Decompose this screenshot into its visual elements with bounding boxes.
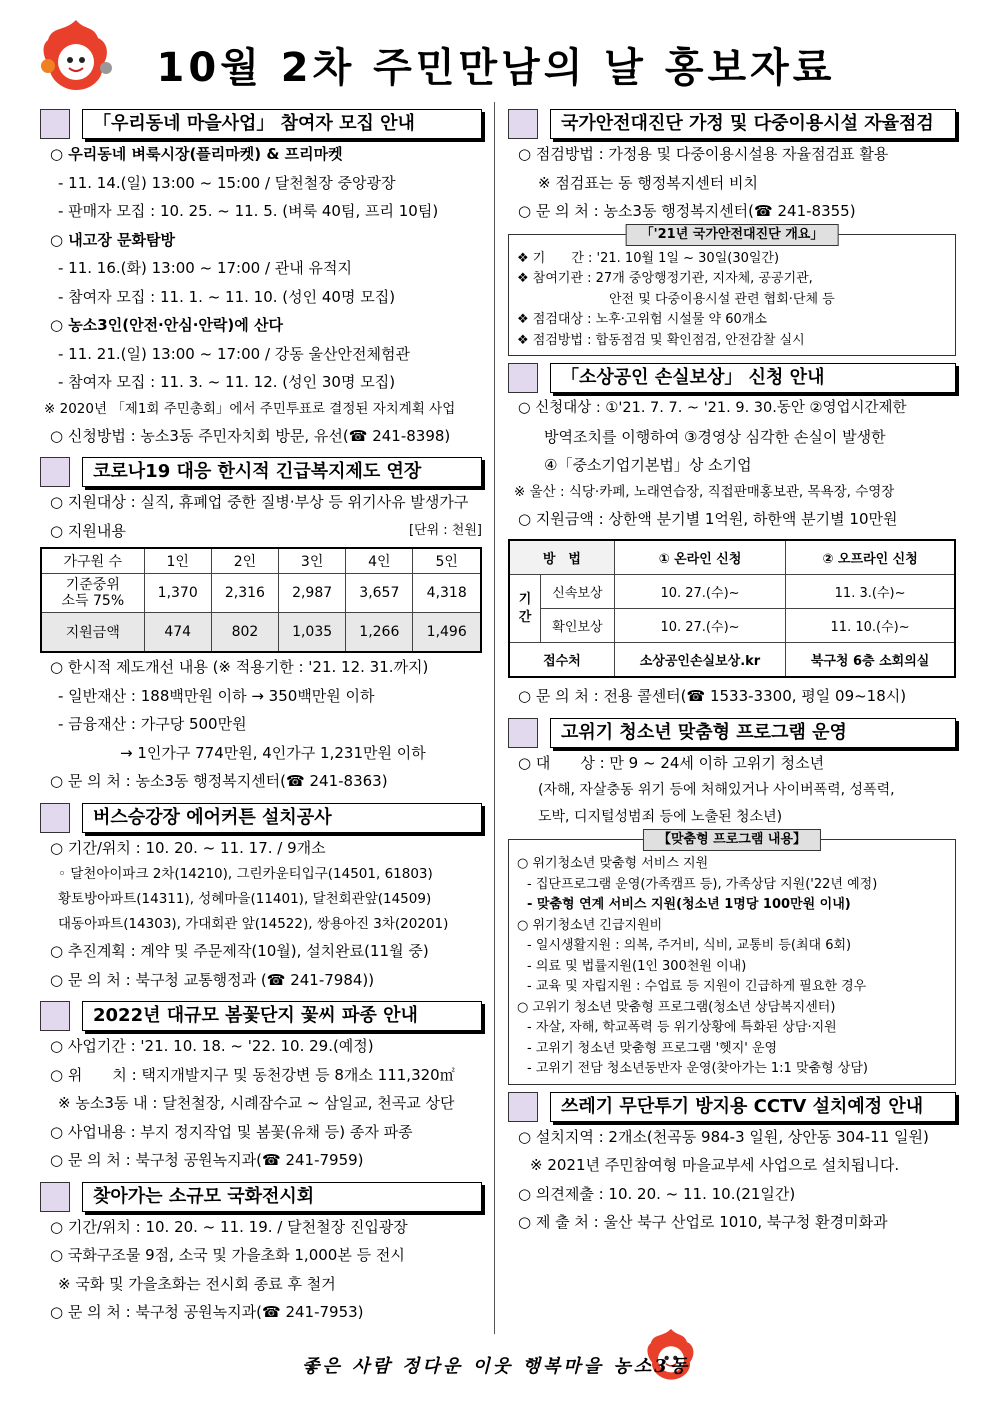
table-cell: 2,316	[211, 574, 278, 613]
table-header: 4인	[346, 548, 413, 574]
text-line: ◦ 달천아이파크 2차(14210), 그린카운티입구(14501, 61803)	[58, 866, 433, 882]
unit-label: [단위 : 천원]	[408, 522, 482, 538]
section-header	[40, 108, 482, 140]
text-line: 도박, 디지털성범죄 등에 노출된 청소년)	[538, 809, 783, 825]
note-line: ※ 울산 : 식당·카페, 노래연습장, 직접판매홍보관, 목욕장, 수영장	[514, 483, 895, 500]
note-line: ※ 2020년 「제1회 주민총회」에서 주민투표로 결정된 자치계획 사업	[44, 400, 456, 417]
text-line: ④「중소기업기본법」상 소기업	[544, 456, 752, 474]
table-cell: 3,657	[346, 574, 413, 613]
text-line: ○ 위 치 : 택지개발지구 및 동천강변 등 8개소 111,320㎡	[50, 1065, 455, 1084]
page-title: 10월 2차 주민만남의 날 홍보자료	[156, 45, 836, 91]
table-cell: 신속보상	[541, 575, 615, 609]
section-marker	[40, 109, 70, 139]
right-column	[508, 102, 956, 1237]
left-column	[40, 102, 482, 1327]
column-divider	[494, 102, 495, 1334]
table-cell: 802	[211, 613, 278, 653]
text-line: ○ 설치지역 : 2개소(천곡동 984-3 일원, 상안동 304-11 일원)	[518, 1127, 929, 1146]
text-line: ○ 지원금액 : 상한액 분기별 1억원, 하한액 분기별 10만원	[518, 509, 898, 528]
table-header: 1인	[144, 548, 211, 574]
text-line: ○ 추진계획 : 계약 및 주문제작(10월), 설치완료(11월 중)	[50, 942, 429, 960]
table-cell: 1,266	[346, 613, 413, 653]
box-row: 안전 및 다중이용시설 관련 협회·단체 등	[609, 291, 835, 307]
box-row: - 의료 및 법률지원(1인 300천원 이내)	[527, 958, 747, 974]
text-line: ○ 의견제출 : 10. 20. ~ 11. 10.(21일간)	[518, 1184, 796, 1203]
section-header	[508, 1091, 956, 1123]
section-title: 「우리동네 마을사업」 참여자 모집 안내	[82, 109, 482, 139]
box-row: - 집단프로그램 운영(가족캠프 등), 가족상담 지원('22년 예정)	[527, 876, 878, 892]
table-header: 방 법	[509, 540, 614, 575]
text-line: ○ 제 출 처 : 울산 북구 산업로 1010, 북구청 환경미화과	[518, 1213, 888, 1231]
text-line: - 판매자 모집 : 10. 25. ~ 11. 5. (벼룩 40팀, 프리 10팀)	[58, 202, 439, 220]
table-cell: 기준중위 소득 75%	[41, 574, 144, 613]
text-line: ○ 사업내용 : 부지 정지작업 및 봄꽃(유채 등) 종자 파종	[50, 1122, 413, 1141]
box-row: - 교육 및 자립지원 : 수업료 등 지원이 긴급하게 필요한 경우	[527, 979, 867, 994]
text-span: ○ 지원내용	[50, 521, 126, 540]
table-cell: 기 간	[509, 575, 541, 643]
table-cell: 10. 27.(수)~	[614, 609, 785, 643]
text-line: ○ 대 상 : 만 9 ~ 24세 이하 고위기 청소년	[518, 753, 825, 772]
section-header	[508, 717, 956, 749]
text-line: ○ 국화구조물 9점, 소국 및 가을초화 1,000본 등 전시	[50, 1246, 405, 1264]
program-box	[508, 832, 956, 1085]
section-marker	[508, 363, 538, 393]
table-cell: 1,496	[413, 613, 481, 653]
table-header: ① 온라인 신청	[614, 540, 785, 575]
text-line: - 11. 21.(일) 13:00 ~ 17:00 / 강동 울산안전체험관	[58, 344, 410, 363]
section-header	[40, 456, 482, 488]
section-title: 2022년 대규모 봄꽃단지 꽃씨 파종 안내	[82, 1001, 482, 1031]
section-marker	[40, 803, 70, 833]
overview-box	[508, 226, 956, 357]
section-marker	[40, 1182, 70, 1212]
text-line: ○ 기간/위치 : 10. 20. ~ 11. 19. / 달천철장 진입광장	[50, 1217, 408, 1236]
table-cell: 4,318	[413, 574, 481, 613]
text-line: 방역조치를 이행하여 ③경영상 심각한 손실이 발생한	[544, 427, 886, 446]
table-header: ② 오프라인 신청	[786, 540, 955, 575]
note-line: ※ 농소3동 내 : 달천철장, 시례잠수교 ~ 삼일교, 천곡교 상단	[58, 1094, 455, 1112]
text-line: ○ 점검방법 : 가정용 및 다중이용시설용 자율점검표 활용	[518, 145, 889, 163]
text-line: - 금융재산 : 가구당 500만원	[58, 715, 247, 733]
text-line: ○ 기간/위치 : 10. 20. ~ 11. 17. / 9개소	[50, 838, 326, 857]
text-line: ○ 사업기간 : '21. 10. 18. ~ '22. 10. 29.(예정)	[50, 1037, 374, 1055]
text-line: ○ 우리동네 벼룩시장(플리마켓) & 프리마켓	[50, 145, 343, 163]
text-line: - 11. 16.(화) 13:00 ~ 17:00 / 관내 유적지	[58, 259, 352, 277]
text-line: - 참여자 모집 : 11. 1. ~ 11. 10. (성인 40명 모집)	[58, 287, 396, 306]
text-line: ○ 문 의 처 : 북구청 공원녹지과(☎ 241-7959)	[50, 1151, 364, 1169]
section-title: 「소상공인 손실보상」 신청 안내	[550, 363, 956, 393]
box-row: ❖ 기 간 : '21. 10월 1일 ~ 30일(30일간)	[517, 250, 780, 266]
table-cell: 지원금액	[41, 613, 144, 653]
table-header: 가구원 수	[41, 548, 144, 574]
section-marker	[40, 457, 70, 487]
table-header: 5인	[413, 548, 481, 574]
table-cell: 10. 27.(수)~	[614, 575, 785, 609]
section-header	[40, 1181, 482, 1213]
table-cell: 접수처	[509, 643, 614, 678]
box-row: ❖ 참여기관 : 27개 중앙행정기관, 지자체, 공공기관,	[517, 271, 813, 286]
table-cell: 2,987	[279, 574, 346, 613]
text-line: 황토방아파트(14311), 성혜마을(11401), 달천회관앞(14509)	[58, 891, 432, 907]
text-line: 대동아파트(14303), 가대회관 앞(14522), 쌍용아진 3차(20201)	[58, 916, 449, 932]
text-line: → 1인가구 774만원, 4인가구 1,231만원 이하	[120, 743, 426, 762]
text-line: (자해, 자살충동 위기 등에 처해있거나 사이버폭력, 성폭력,	[538, 782, 895, 798]
footer-slogan: 좋은 사람 정다운 이웃 행복마을 농소3동	[301, 1356, 691, 1377]
section-header	[40, 802, 482, 834]
note-line: ※ 국화 및 가을초화는 전시회 종료 후 철거	[58, 1274, 336, 1293]
section-header	[40, 1000, 482, 1032]
table-cell: 474	[144, 613, 211, 653]
welfare-table	[40, 547, 482, 653]
note-line: ※ 점검표는 동 행정복지센터 비치	[538, 173, 759, 192]
section-marker	[508, 718, 538, 748]
box-row: ❖ 점검대상 : 노후·고위험 시설물 약 60개소	[517, 312, 767, 327]
table-cell: 소상공인손실보상.kr	[614, 643, 785, 678]
section-marker	[40, 1001, 70, 1031]
text-line: ○ 내고장 문화탐방	[50, 230, 175, 249]
box-row: - 맞춤형 연계 서비스 지원(청소년 1명당 100만원 이내)	[527, 897, 851, 912]
section-marker	[508, 1092, 538, 1122]
box-row: - 일시생활지원 : 의복, 주거비, 식비, 교통비 등(최대 6회)	[527, 938, 852, 953]
section-title: 국가안전대진단 가정 및 다중이용시설 자율점검	[550, 109, 956, 139]
text-line: ○ 문 의 처 : 북구청 공원녹지과(☎ 241-7953)	[50, 1303, 364, 1321]
box-row: - 자살, 자해, 학교폭력 등 위기상황에 특화된 상담·지원	[527, 1020, 837, 1035]
box-row: ❖ 점검방법 : 합동점검 및 확인점검, 안전감찰 실시	[517, 332, 805, 348]
section-title: 찾아가는 소규모 국화전시회	[82, 1182, 482, 1212]
section-marker	[508, 109, 538, 139]
table-cell: 북구청 6층 소회의실	[786, 643, 955, 678]
box-row: ○ 위기청소년 맞춤형 서비스 지원	[517, 856, 709, 871]
table-cell: 확인보상	[541, 609, 615, 643]
text-line: ○ 문 의 처 : 전용 콜센터(☎ 1533-3300, 평일 09~18시)	[518, 687, 907, 705]
text-line: - 일반재산 : 188백만원 이하 → 350백만원 이하	[58, 686, 375, 705]
table-cell: 11. 10.(수)~	[786, 609, 955, 643]
text-line: ○ 한시적 제도개선 내용 (※ 적용기한 : '21. 12. 31.까지)	[50, 658, 429, 676]
section-title: 버스승강장 에어커튼 설치공사	[82, 803, 482, 833]
text-line	[40, 517, 482, 546]
text-line: ○ 지원대상 : 실직, 휴폐업 중한 질병·부상 등 위기사유 발생가구	[50, 493, 469, 511]
section-title: 코로나19 대응 한시적 긴급복지제도 연장	[82, 457, 482, 487]
box-title: 「'21년 국가안전대진단 개요」	[626, 224, 839, 246]
box-row: - 고위기 청소년 맞춤형 프로그램 '헷지' 운영	[527, 1040, 778, 1056]
section-header	[508, 362, 956, 394]
text-line: ○ 신청대상 : ①'21. 7. 7. ~ '21. 9. 30.동안 ②영업시간제한	[518, 400, 907, 416]
table-cell: 11. 3.(수)~	[786, 575, 955, 609]
section-title: 쓰레기 무단투기 방지용 CCTV 설치예정 안내	[550, 1092, 956, 1122]
section-header	[508, 108, 956, 140]
text-line: ○ 신청방법 : 농소3동 주민자치회 방문, 유선(☎ 241-8398)	[50, 426, 451, 445]
text-line: ○ 농소3인(안전·안심·안락)에 산다	[50, 316, 283, 334]
box-row: ○ 고위기 청소년 맞춤형 프로그램(청소년 상담복지센터)	[517, 999, 836, 1015]
text-line: - 11. 14.(일) 13:00 ~ 15:00 / 달천철장 중앙광장	[58, 173, 396, 192]
table-header: 2인	[211, 548, 278, 574]
box-title: 【맞춤형 프로그램 내용】	[643, 829, 821, 851]
compensation-table	[508, 539, 956, 678]
text-line: - 참여자 모집 : 11. 3. ~ 11. 12. (성인 30명 모집)	[58, 373, 396, 391]
table-header: 3인	[279, 548, 346, 574]
box-row: ○ 위기청소년 긴급지원비	[517, 917, 663, 933]
text-line: ○ 문 의 처 : 농소3동 행정복지센터(☎ 241-8355)	[518, 202, 856, 220]
text-line: ○ 문 의 처 : 북구청 교통행정과 (☎ 241-7984))	[50, 970, 375, 989]
text-line: ○ 문 의 처 : 농소3동 행정복지센터(☎ 241-8363)	[50, 772, 388, 790]
table-cell: 1,370	[144, 574, 211, 613]
box-row: - 고위기 전담 청소년동반자 운영(찾아가는 1:1 맞춤형 상담)	[527, 1061, 868, 1076]
note-line: ※ 2021년 주민참여형 마을교부세 사업으로 설치됩니다.	[530, 1156, 900, 1174]
table-cell: 1,035	[279, 613, 346, 653]
section-title: 고위기 청소년 맞춤형 프로그램 운영	[550, 718, 956, 748]
